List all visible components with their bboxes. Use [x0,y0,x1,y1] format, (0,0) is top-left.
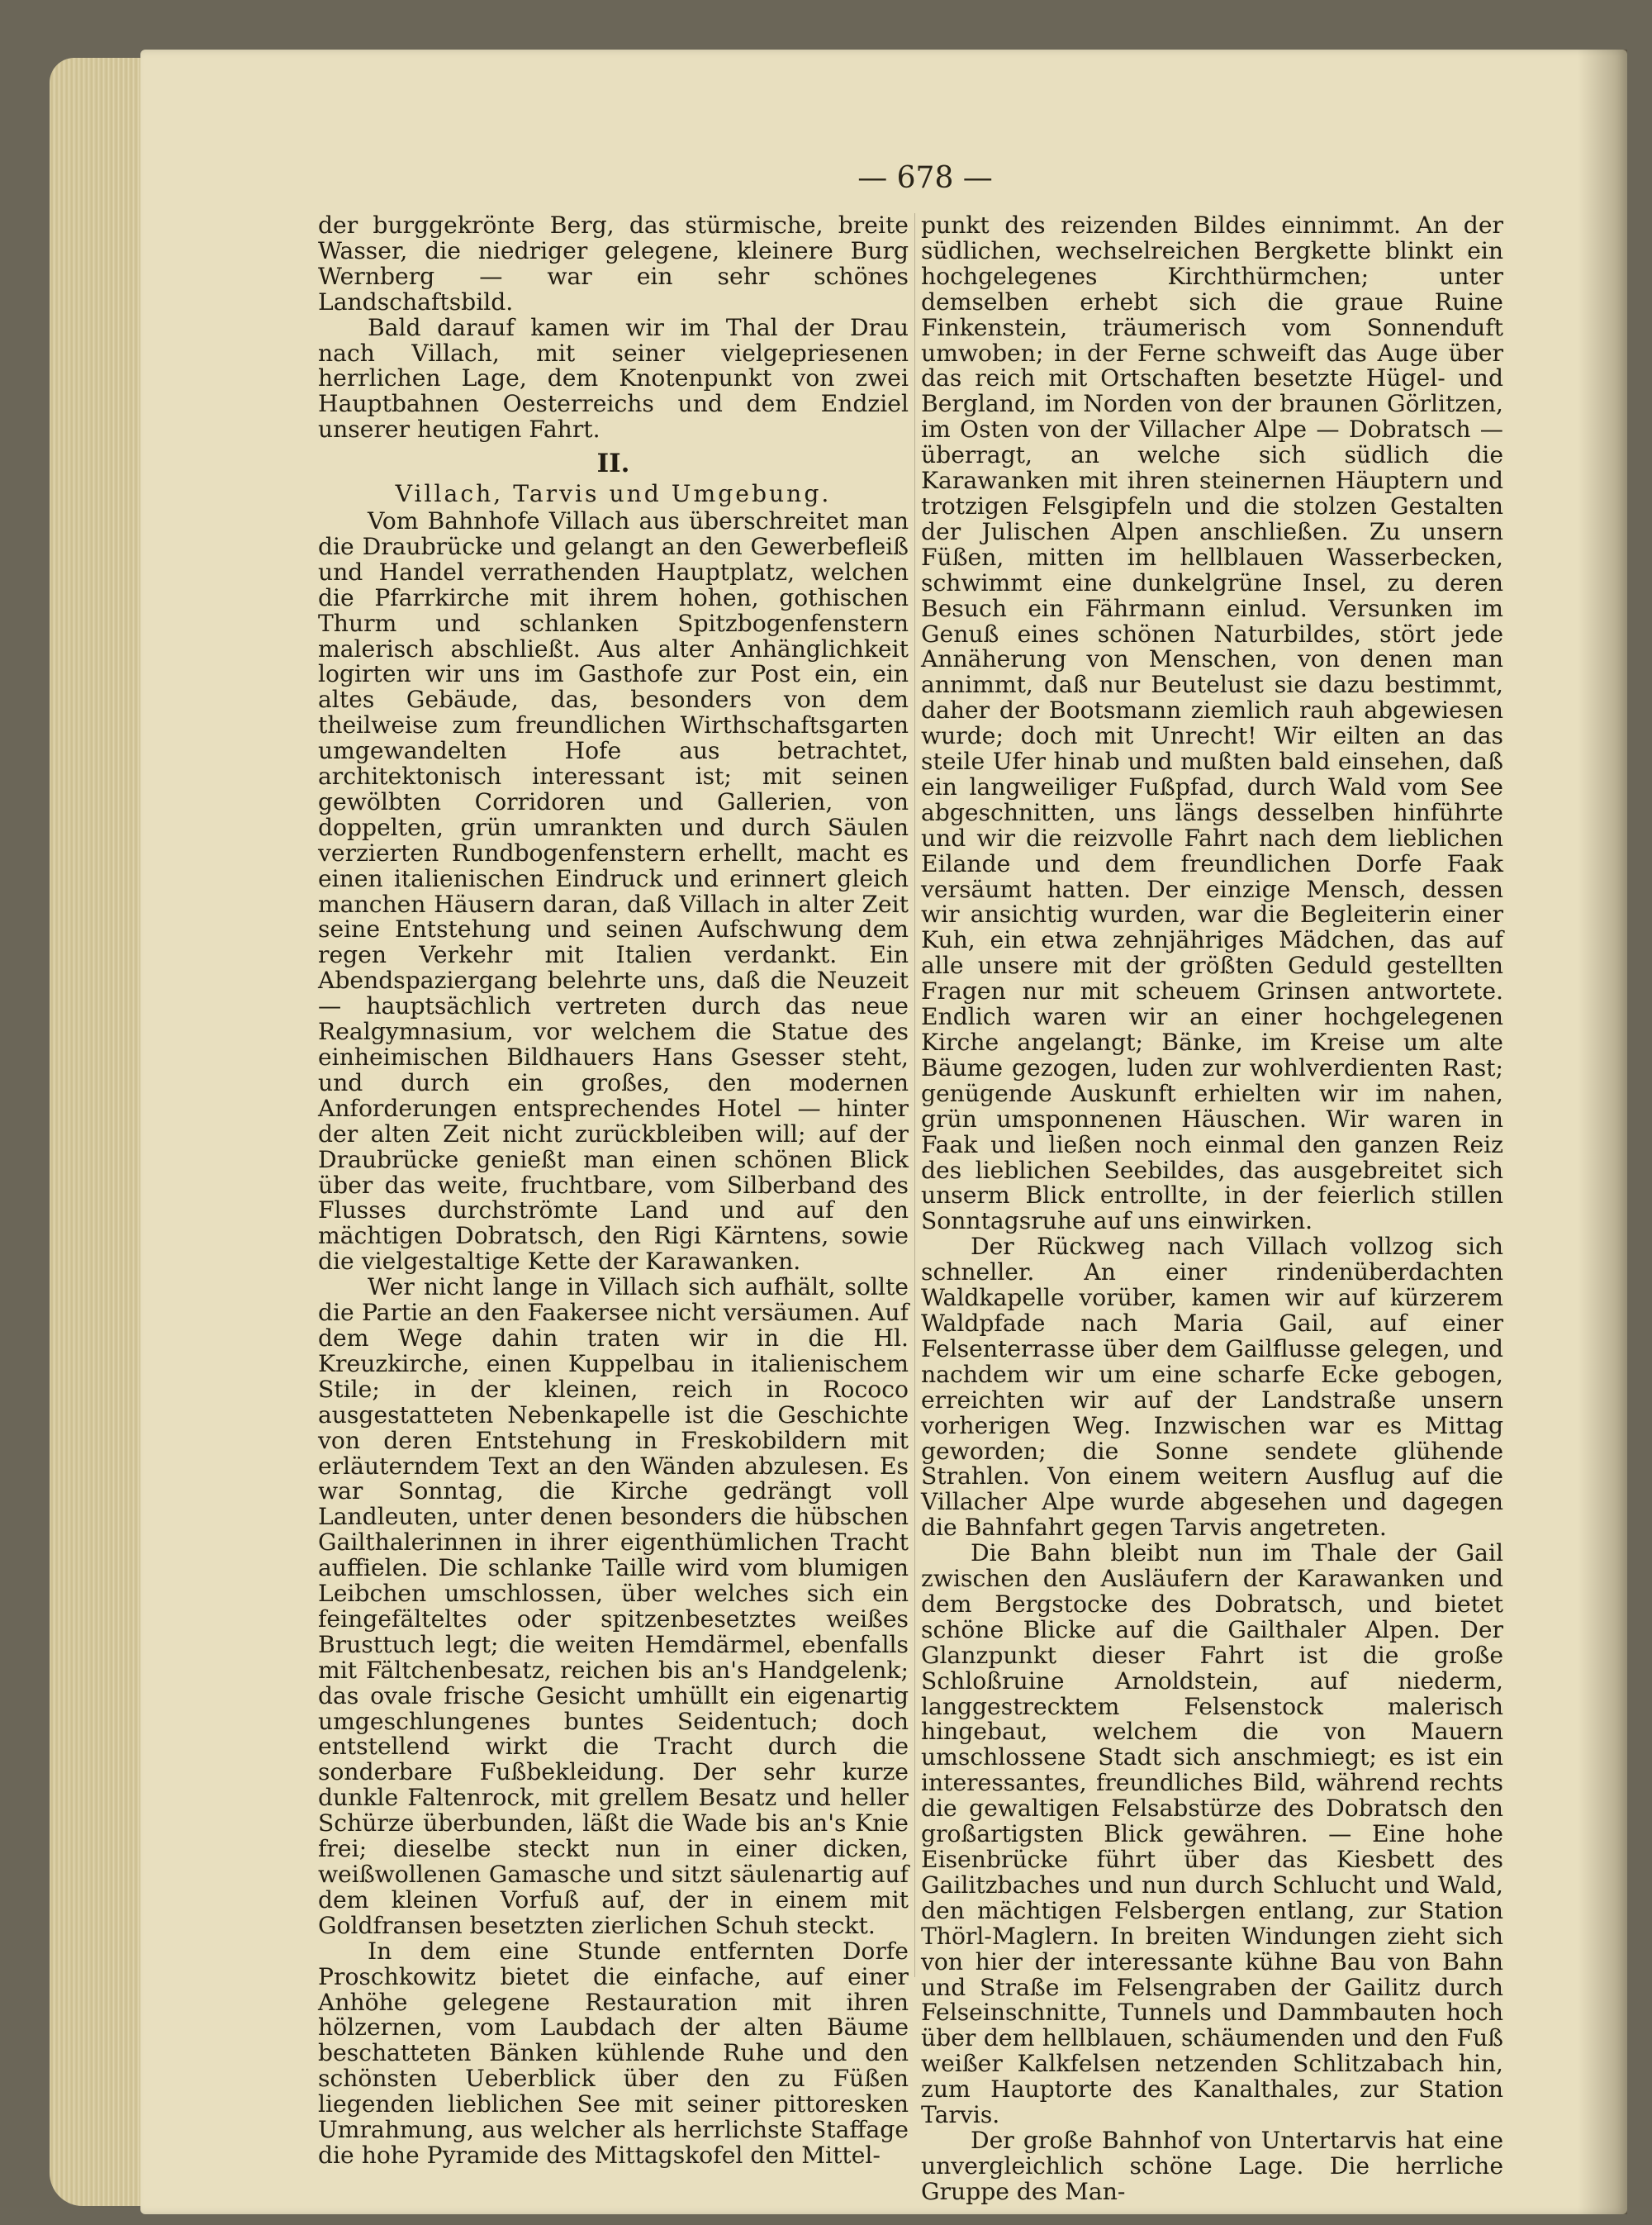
right-paragraph-1: punkt des reizenden Bildes einnimmt. An der südlichen, wechselreichen Bergkette blinkt ein hochgelegenes Kirchthürmchen; unter demselben erhebt sich die graue Ruine Finkenstein, träumerisch vom Sonnenduft umwoben; in der Ferne schweift das Auge über das reich mit Ortschaften besetzte Hügel- und Bergland, im Norden von der braunen Görlitzen, im Osten von der Villacher Alpe — Dobratsch — überragt, an welche sich südlich die Karawanken mit ihren steinernen Häuptern und trotzigen Felsgipfeln und die stolzen Gestalten der Julischen Alpen anschließen. Zu unsern Füßen, mitten im hellblauen Wasserbecken, schwimmt eine dunkelgrüne Insel, zu deren Besuch ein Fährmann einlud. Versunken im Genuß eines schönen Naturbildes, stört jede Annäherung von Menschen, von denen man annimmt, daß nur Beutelust sie dazu bestimmt, daher der Bootsmann ziemlich rauh abgewiesen wurde; doch mit Unrecht! Wir eilten an das steile Ufer hinab und mußten bald einsehen, daß ein langweiliger Fußpfad, durch Wald vom See abgeschnitten, uns längs desselben hinführte und wir die reizvolle Fahrt nach dem lieblichen Eilande und dem freundlichen Dorfe Faak versäumt hatten. Der einzige Mensch, dessen wir ansichtig wurden, war die Begleiterin einer Kuh, ein etwa zehnjähriges Mädchen, das auf alle unsere mit der größten Geduld gestellten Fragen nur mit scheuem Grinsen antwortete. Endlich waren wir an einer hochgelegenen Kirche angelangt; Bänke, im Kreise um alte Bäume gezogen, luden zur wohlverdienten Rast; genügende Auskunft erhielten wir im nahen, grün umsponnenen Häuschen. Wir waren in Faak und ließen noch einmal den ganzen Reiz des lieblichen Seebildes, das ausgebreitet sich unserm Blick entrollte, in der feierlich stillen Sonntagsruhe auf uns einwirken. [921,212,1503,1235]
left-paragraph-3: Vom Bahnhofe Villach aus überschreitet man die Draubrücke und gelangt an den Gewerbefleiß und Handel verrathenden Hauptplatz, welchen die Pfarrkirche mit ihrem hohen, gothischen Thurm und schlanken Spitzbogenfenstern malerisch abschließt. Aus alter Anhänglichkeit logirten wir uns im Gasthofe zur Post ein, ein altes Gebäude, das, besonders von dem theilweise zum freundlichen Wirthschaftsgarten umgewandelten Hofe aus betrachtet, architektonisch interessant ist; mit seinen gewölbten Corridoren und Gallerien, von doppelten, grün umrankten und durch Säulen verzierten Rundbogenfenstern erhellt, macht es einen italienischen Eindruck und erinnert gleich manchen Häusern daran, daß Villach in alter Zeit seine Entstehung und seinen Aufschwung dem regen Verkehr mit Italien verdankt. Ein Abendspaziergang belehrte uns, daß die Neuzeit — hauptsächlich vertreten durch das neue Realgymnasium, vor welchem die Statue des einheimischen Bildhauers Hans Gsesser steht, und durch ein großes, den modernen Anforderungen entsprechendes Hotel — hinter der alten Zeit nicht zurückbleiben will; auf der Draubrücke genießt man einen schönen Blick über das weite, fruchtbare, vom Silberband des Flusses durchströmte Land und auf den mächtigen Dobratsch, den Rigi Kärntens, sowie die vielgestaltige Kette der Karawanken. [318,506,909,1276]
right-paragraph-4: Der große Bahnhof von Untertarvis hat eine unvergleichlich schöne Lage. Die herrliche Gruppe des Man- [921,2126,1503,2205]
left-paragraph-1: der burggekrönte Berg, das stürmische, breite Wasser, die niedriger gelegene, kleinere Burg Wernberg — war ein sehr schönes Landschaftsbild. [318,212,909,316]
right-paragraph-3: Die Bahn bleibt nun im Thale der Gail zwischen den Ausläufern der Karawanken und dem Bergstocke des Dobratsch, und bietet schöne Blicke auf die Gailthaler Alpen. Der Glanzpunkt dieser Fahrt ist die große Schloßruine Arnoldstein, auf niederm, langgestrecktem Felsenstock malerisch hingebaut, welchem die von Mauern umschlossene Stadt sich anschmiegt; es ist ein interessantes, freundliches Bild, während rechts die gewaltigen Felsabstürze des Dobratsch den großartigsten Blick gewähren. — Eine hohe Eisenbrücke führt über das Kiesbett des Gailitzbaches und nun durch Schlucht und Wald, den mächtigen Felsbergen entlang, zur Station Thörl-Maglern. In breiten Windungen zieht sich von hier der interessante kühne Bau von Bahn und Straße im Felsengraben der Gailitz durch Felseinschnitte, Tunnels und Dammbauten hoch über dem hellblauen, schäumenden und den Fuß weißer Kalkfelsen netzenden Schlitzabach hin, zum Hauptorte des Kanalthales, zur Station Tarvis. [921,1539,1503,2129]
column-divider [914,213,915,1977]
right-paragraph-2: Der Rückweg nach Villach vollzog sich schneller. An einer rindenüberdachten Waldkapelle vorüber, kamen wir auf kürzerem Waldpfade nach Maria Gail, auf einer Felsenterrasse über dem Gailflusse gelegen, und nachdem wir um eine scharfe Ecke gebogen, erreichten wir auf der Landstraße unsern vorherigen Weg. Inzwischen war es Mittag geworden; die Sonne sendete glühende Strahlen. Von einem weitern Ausflug auf die Villacher Alpe wurde abgesehen und dagegen die Bahnfahrt gegen Tarvis angetreten. [921,1233,1503,1542]
section-number: II. [596,449,630,479]
left-column [318,213,909,2169]
page-number: — 678 — [857,161,993,195]
left-paragraph-5: In dem eine Stunde entfernten Dorfe Proschkowitz bietet die einfache, auf einer Anhöhe gelegene Restauration mit ihren hölzernen, vom Laubdach der alten Bäume beschatteten Bänken kühlende Ruhe und den schönsten Ueberblick über den zu Füßen liegenden lieblichen See mit seiner pittoresken Umrahmung, aus welcher als herrlichste Staffage die hohe Pyramide des Mittagskofel den Mittel- [318,1937,909,2169]
section-title: Villach, Tarvis und Umgebung. [395,480,832,508]
page-gutter-shadow [1578,50,1627,2214]
right-column [921,213,1503,2205]
left-paragraph-4: Wer nicht lange in Villach sich aufhält, sollte die Partie an den Faakersee nicht versäumen. Auf dem Wege dahin traten wir in die Hl. Kreuzkirche, einen Kuppelbau in italienischem Stile; in der kleinen, reich in Rococo ausgestatteten Nebenkapelle ist die Geschichte von deren Entstehung in Freskobildern mit erläuterndem Text an den Wänden abzulesen. Es war Sonntag, die Kirche gedrängt voll Landleuten, unter denen besonders die hübschen Gailthalerinnen in ihrer eigenthümlichen Tracht auffielen. Die schlanke Taille wird vom blumigen Leibchen umschlossen, über welches sich ein feingefälteltes oder spitzenbesetztes weißes Brusttuch legt; die weiten Hemdärmel, ebenfalls mit Fältchenbesatz, reichen bis an's Handgelenk; das ovale frische Gesicht umhüllt ein eigenartig umgeschlungenes buntes Seidentuch; doch entstellend wirkt die Tracht durch die sonderbare Fußbekleidung. Der sehr kurze dunkle Faltenrock, mit grellem Besatz und heller Schürze überbunden, läßt die Wade bis an's Knie frei; dieselbe steckt nun in einer dicken, weißwollenen Gamasche und sitzt säulenartig auf dem kleinen Vorfuß auf, der in einem mit Goldfransen besetzten zierlichen Schuh steckt. [318,1273,909,1939]
left-paragraph-2: Bald darauf kamen wir im Thal der Drau nach Villach, mit seiner vielgepriesenen herrlichen Lage, dem Knotenpunkt von zwei Hauptbahnen Oesterreichs und dem Endziel unserer heutigen Fahrt. [318,313,909,444]
